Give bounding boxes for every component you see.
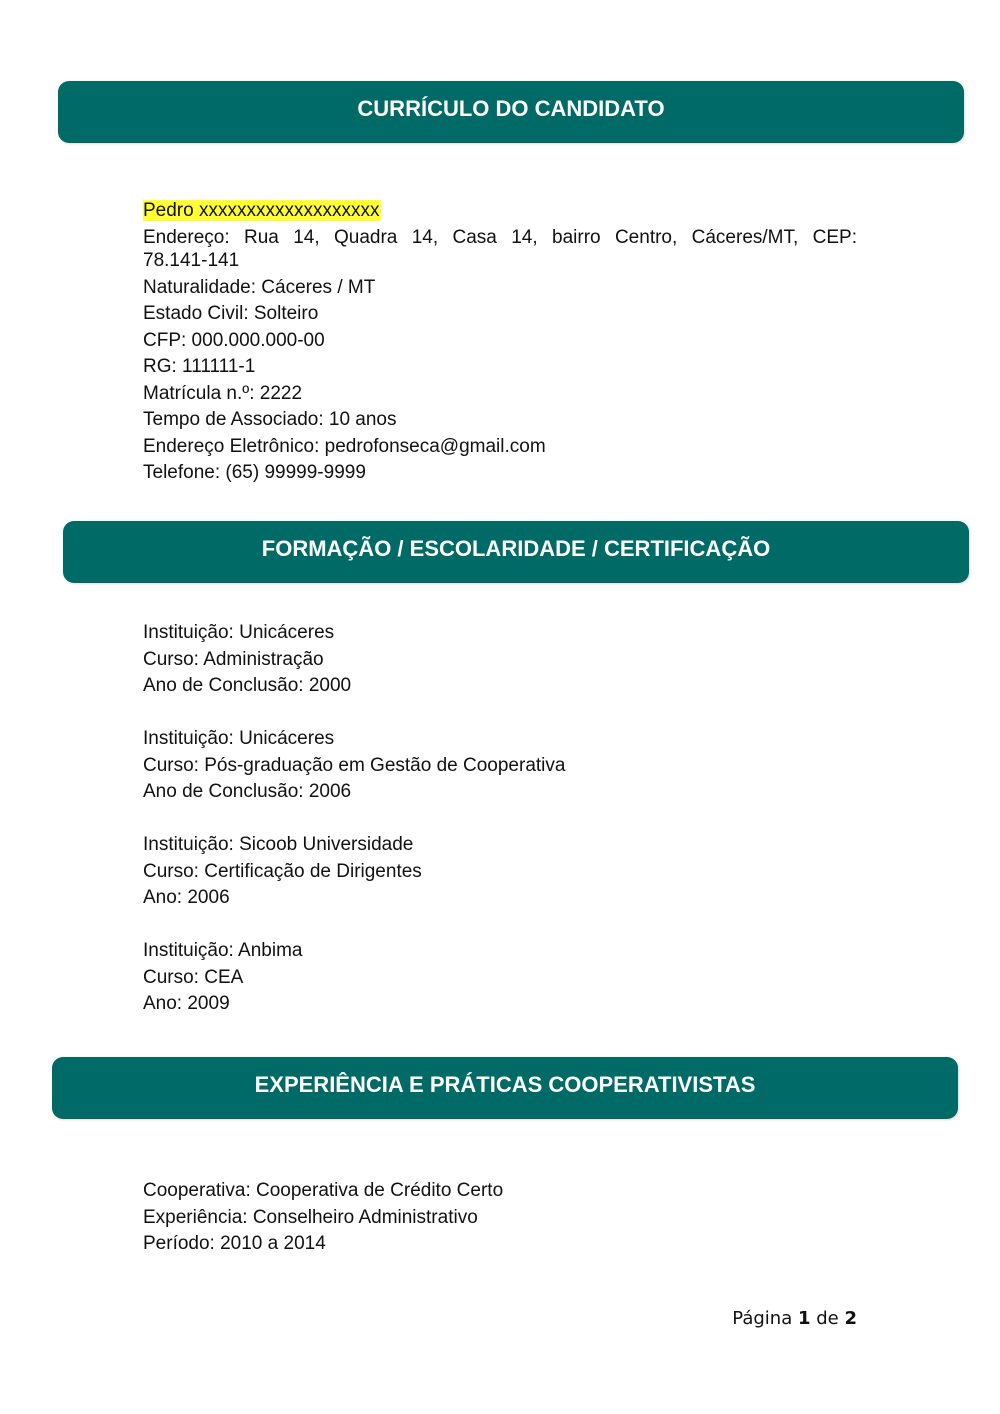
education-entry — [143, 726, 857, 806]
candidate-name: Pedro xxxxxxxxxxxxxxxxxxx — [143, 200, 380, 221]
experience-role: Experiência: Conselheiro Administrativo — [143, 1206, 478, 1228]
experience-period: Período: 2010 a 2014 — [143, 1233, 326, 1254]
birthplace: Naturalidade: Cáceres / MT — [143, 276, 376, 298]
education-course: Curso: CEA — [143, 966, 244, 988]
email: Endereço Eletrônico: pedrofonseca@gmail.com — [143, 435, 546, 457]
education-year: Ano: 2009 — [143, 993, 230, 1014]
rg: RG: 111111-1 — [143, 356, 256, 377]
education-year: Ano: 2006 — [143, 887, 230, 908]
section-header-education — [63, 521, 969, 583]
education-entry — [143, 832, 857, 912]
address-line-1: Endereço: Rua 14, Quadra 14, Casa 14, bairro Centro, Cáceres/MT, CEP: — [143, 226, 857, 248]
education-institution: Instituição: Anbima — [143, 940, 303, 961]
current-page: 1 — [797, 1308, 811, 1329]
section-header-candidate — [58, 81, 964, 143]
education-entry — [143, 620, 857, 700]
education-course: Curso: Pós-graduação em Gestão de Cooperativa — [143, 754, 566, 776]
page-number — [732, 1308, 857, 1329]
section-title-candidate: CURRÍCULO DO CANDIDATO — [357, 96, 665, 121]
page-word: Página — [732, 1308, 793, 1329]
section-header-experience — [52, 1057, 958, 1119]
education-institution: Instituição: Unicáceres — [143, 622, 335, 643]
address-line-2: 78.141-141 — [143, 250, 240, 271]
personal-info-block — [143, 198, 857, 487]
education-institution: Instituição: Sicoob Universidade — [143, 834, 414, 855]
education-year: Ano de Conclusão: 2006 — [143, 781, 352, 802]
experience-cooperative: Cooperativa: Cooperativa de Crédito Certo — [143, 1180, 504, 1201]
registration-number: Matrícula n.º: 2222 — [143, 382, 303, 404]
education-entry — [143, 938, 857, 1018]
education-course: Curso: Certificação de Dirigentes — [143, 860, 422, 882]
marital-status: Estado Civil: Solteiro — [143, 303, 319, 324]
education-block — [143, 620, 857, 1044]
experience-block — [143, 1178, 857, 1258]
candidate-name-line — [143, 198, 857, 225]
phone: Telefone: (65) 99999-9999 — [143, 462, 366, 483]
membership-time: Tempo de Associado: 10 anos — [143, 409, 397, 430]
education-institution: Instituição: Unicáceres — [143, 728, 335, 749]
of-word: de — [816, 1308, 839, 1329]
cpf: CFP: 000.000.000-00 — [143, 329, 325, 351]
section-title-experience: EXPERIÊNCIA E PRÁTICAS COOPERATIVISTAS — [254, 1072, 756, 1097]
education-year: Ano de Conclusão: 2000 — [143, 675, 352, 696]
education-course: Curso: Administração — [143, 648, 324, 670]
section-title-education: FORMAÇÃO / ESCOLARIDADE / CERTIFICAÇÃO — [261, 536, 771, 561]
total-pages: 2 — [844, 1308, 857, 1329]
